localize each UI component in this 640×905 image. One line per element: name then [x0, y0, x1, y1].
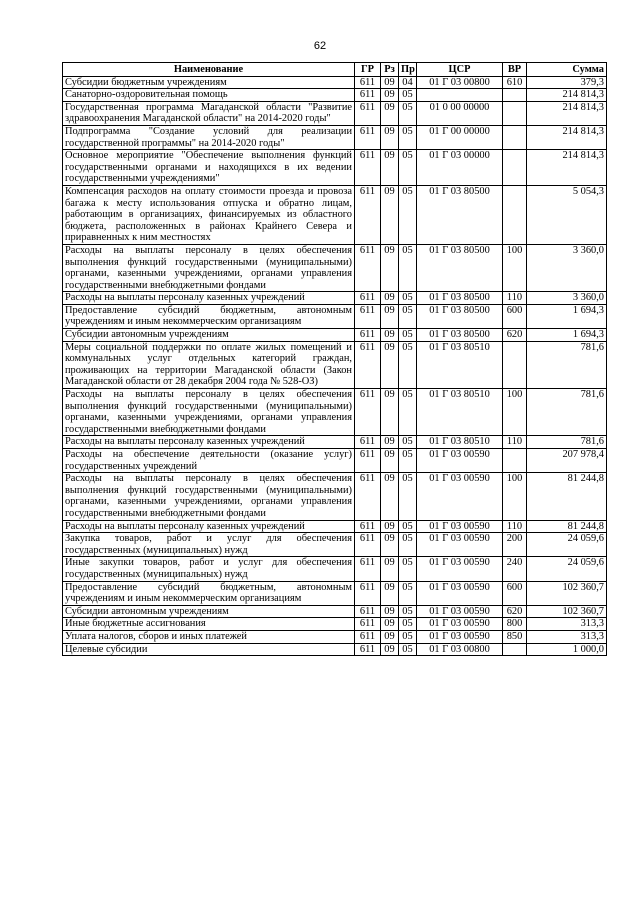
- cell-gr: 611: [355, 618, 381, 631]
- cell-csr: 01 0 00 00000: [417, 101, 503, 125]
- cell-vr: [503, 150, 527, 186]
- cell-csr: 01 Г 03 00590: [417, 449, 503, 473]
- cell-sum: 102 360,7: [527, 581, 607, 605]
- cell-sum: 102 360,7: [527, 605, 607, 618]
- cell-name: Компенсация расходов на оплату стоимости проезда и провоза багажа к месту использования отпуска и обратно лицам, работающим в организациях, финансируемых из областного бюджета, расположенных в районах Крайнего Севера и приравненных к ним местностях: [63, 185, 355, 244]
- cell-rz: 09: [381, 436, 399, 449]
- cell-sum: 1 000,0: [527, 643, 607, 656]
- cell-sum: 214 814,3: [527, 101, 607, 125]
- cell-name: Подпрограмма "Создание условий для реализации государственной программы" на 2014-2020 годы": [63, 125, 355, 149]
- cell-gr: 611: [355, 101, 381, 125]
- cell-pr: 05: [399, 304, 417, 328]
- table-row: [63, 643, 607, 656]
- cell-csr: 01 Г 03 80500: [417, 304, 503, 328]
- cell-name: Субсидии автономным учреждениям: [63, 605, 355, 618]
- cell-gr: 611: [355, 473, 381, 520]
- cell-gr: 611: [355, 292, 381, 305]
- cell-pr: 05: [399, 244, 417, 291]
- cell-pr: 05: [399, 643, 417, 656]
- cell-gr: 611: [355, 605, 381, 618]
- cell-pr: 05: [399, 630, 417, 643]
- cell-vr: [503, 643, 527, 656]
- cell-name: Расходы на выплаты персоналу казенных учреждений: [63, 520, 355, 533]
- table-row: [63, 185, 607, 244]
- cell-csr: 01 Г 00 00000: [417, 125, 503, 149]
- cell-pr: 05: [399, 101, 417, 125]
- cell-rz: 09: [381, 643, 399, 656]
- cell-vr: 200: [503, 533, 527, 557]
- cell-csr: 01 Г 03 00590: [417, 533, 503, 557]
- table-row: [63, 125, 607, 149]
- column-header-sum: Сумма: [527, 63, 607, 77]
- cell-name: Расходы на обеспечение деятельности (оказание услуг) государственных учреждений: [63, 449, 355, 473]
- cell-name: Расходы на выплаты персоналу казенных учреждений: [63, 292, 355, 305]
- cell-rz: 09: [381, 292, 399, 305]
- cell-name: Расходы на выплаты персоналу в целях обеспечения выполнения функций государственными (муниципальными) органами, казенными учреждениями, органами управления государственными внебюджетными фондами: [63, 473, 355, 520]
- cell-rz: 09: [381, 150, 399, 186]
- cell-vr: 100: [503, 244, 527, 291]
- cell-csr: 01 Г 03 80500: [417, 185, 503, 244]
- column-header-rz: Рз: [381, 63, 399, 77]
- cell-csr: 01 Г 03 80510: [417, 436, 503, 449]
- cell-gr: 611: [355, 76, 381, 89]
- cell-rz: 09: [381, 533, 399, 557]
- cell-gr: 611: [355, 244, 381, 291]
- cell-vr: 610: [503, 76, 527, 89]
- cell-rz: 09: [381, 618, 399, 631]
- cell-gr: 611: [355, 329, 381, 342]
- cell-csr: 01 Г 03 00000: [417, 150, 503, 186]
- budget-table: [62, 62, 607, 656]
- cell-name: Уплата налогов, сборов и иных платежей: [63, 630, 355, 643]
- page-number: 62: [313, 40, 327, 52]
- cell-name: Закупка товаров, работ и услуг для обеспечения государственных (муниципальных) нужд: [63, 533, 355, 557]
- cell-pr: 05: [399, 185, 417, 244]
- cell-pr: 05: [399, 292, 417, 305]
- cell-gr: 611: [355, 557, 381, 581]
- cell-pr: 05: [399, 389, 417, 436]
- table-row: [63, 292, 607, 305]
- cell-csr: 01 Г 03 80500: [417, 244, 503, 291]
- cell-pr: 04: [399, 76, 417, 89]
- cell-pr: 05: [399, 618, 417, 631]
- cell-pr: 05: [399, 125, 417, 149]
- cell-name: Государственная программа Магаданской области "Развитие здравоохранения Магаданской области" на 2014-2020 годы": [63, 101, 355, 125]
- cell-csr: 01 Г 03 00590: [417, 557, 503, 581]
- cell-csr: 01 Г 03 80500: [417, 329, 503, 342]
- column-header-csr: ЦСР: [417, 63, 503, 77]
- cell-name: Субсидии автономным учреждениям: [63, 329, 355, 342]
- cell-sum: 3 360,0: [527, 244, 607, 291]
- cell-sum: 5 054,3: [527, 185, 607, 244]
- cell-sum: 781,6: [527, 436, 607, 449]
- table-row: [63, 557, 607, 581]
- cell-csr: 01 Г 03 00590: [417, 581, 503, 605]
- cell-pr: 05: [399, 520, 417, 533]
- cell-vr: 240: [503, 557, 527, 581]
- table-header: [63, 63, 607, 77]
- cell-gr: 611: [355, 581, 381, 605]
- table-body: [63, 76, 607, 656]
- cell-rz: 09: [381, 89, 399, 102]
- cell-sum: 379,3: [527, 76, 607, 89]
- cell-pr: 05: [399, 473, 417, 520]
- cell-vr: 620: [503, 329, 527, 342]
- cell-pr: 05: [399, 533, 417, 557]
- cell-vr: 620: [503, 605, 527, 618]
- cell-rz: 09: [381, 473, 399, 520]
- cell-vr: 100: [503, 473, 527, 520]
- cell-rz: 09: [381, 389, 399, 436]
- cell-csr: 01 Г 03 00800: [417, 76, 503, 89]
- table-row: [63, 389, 607, 436]
- cell-gr: 611: [355, 389, 381, 436]
- cell-rz: 09: [381, 76, 399, 89]
- cell-name: Предоставление субсидий бюджетным, автономным учреждениям и иным некоммерческим организациям: [63, 581, 355, 605]
- cell-pr: 05: [399, 150, 417, 186]
- cell-gr: 611: [355, 520, 381, 533]
- table-row: [63, 473, 607, 520]
- cell-sum: 214 814,3: [527, 125, 607, 149]
- header-row: [63, 63, 607, 77]
- cell-vr: 110: [503, 520, 527, 533]
- cell-rz: 09: [381, 101, 399, 125]
- cell-gr: 611: [355, 533, 381, 557]
- cell-gr: 611: [355, 449, 381, 473]
- table-row: [63, 436, 607, 449]
- cell-name: Целевые субсидии: [63, 643, 355, 656]
- cell-sum: 781,6: [527, 341, 607, 388]
- cell-pr: 05: [399, 557, 417, 581]
- cell-sum: 24 059,6: [527, 557, 607, 581]
- cell-gr: 611: [355, 630, 381, 643]
- cell-sum: 313,3: [527, 618, 607, 631]
- table-row: [63, 630, 607, 643]
- column-header-name: Наименование: [63, 63, 355, 77]
- cell-gr: 611: [355, 89, 381, 102]
- cell-vr: [503, 185, 527, 244]
- table-row: [63, 76, 607, 89]
- cell-vr: 110: [503, 292, 527, 305]
- cell-vr: [503, 449, 527, 473]
- cell-vr: [503, 89, 527, 102]
- table-row: [63, 449, 607, 473]
- cell-vr: [503, 125, 527, 149]
- cell-pr: 05: [399, 89, 417, 102]
- column-header-pr: Пр: [399, 63, 417, 77]
- cell-csr: 01 Г 03 80500: [417, 292, 503, 305]
- cell-csr: 01 Г 03 00590: [417, 630, 503, 643]
- cell-rz: 09: [381, 581, 399, 605]
- cell-rz: 09: [381, 185, 399, 244]
- cell-vr: [503, 101, 527, 125]
- table-row: [63, 101, 607, 125]
- cell-name: Расходы на выплаты персоналу в целях обеспечения выполнения функций государственными (муниципальными) органами, казенными учреждениями, органами управления государственными внебюджетными фондами: [63, 244, 355, 291]
- cell-pr: 05: [399, 341, 417, 388]
- cell-gr: 611: [355, 150, 381, 186]
- table-row: [63, 89, 607, 102]
- cell-sum: 214 814,3: [527, 150, 607, 186]
- cell-sum: 781,6: [527, 389, 607, 436]
- cell-name: Меры социальной поддержки по оплате жилых помещений и коммунальных услуг отдельных категорий граждан, проживающих на территории Магаданской области (Закон Магаданской области от 28 декабря 2004 года № 528-ОЗ): [63, 341, 355, 388]
- cell-rz: 09: [381, 449, 399, 473]
- cell-pr: 05: [399, 605, 417, 618]
- column-header-gr: ГР: [355, 63, 381, 77]
- table-row: [63, 618, 607, 631]
- cell-sum: 214 814,3: [527, 89, 607, 102]
- table-row: [63, 150, 607, 186]
- cell-name: Иные бюджетные ассигнования: [63, 618, 355, 631]
- cell-csr: 01 Г 03 80510: [417, 341, 503, 388]
- cell-gr: 611: [355, 125, 381, 149]
- cell-sum: 3 360,0: [527, 292, 607, 305]
- cell-rz: 09: [381, 605, 399, 618]
- cell-rz: 09: [381, 329, 399, 342]
- cell-gr: 611: [355, 643, 381, 656]
- cell-rz: 09: [381, 125, 399, 149]
- cell-csr: [417, 89, 503, 102]
- cell-pr: 05: [399, 449, 417, 473]
- table-row: [63, 304, 607, 328]
- cell-rz: 09: [381, 244, 399, 291]
- cell-name: Предоставление субсидий бюджетным, автономным учреждениям и иным некоммерческим организациям: [63, 304, 355, 328]
- cell-name: Санаторно-оздоровительная помощь: [63, 89, 355, 102]
- cell-rz: 09: [381, 304, 399, 328]
- cell-sum: 1 694,3: [527, 329, 607, 342]
- column-header-vr: ВР: [503, 63, 527, 77]
- cell-csr: 01 Г 03 00590: [417, 473, 503, 520]
- cell-csr: 01 Г 03 00590: [417, 605, 503, 618]
- cell-sum: 1 694,3: [527, 304, 607, 328]
- cell-pr: 05: [399, 581, 417, 605]
- cell-sum: 313,3: [527, 630, 607, 643]
- cell-name: Иные закупки товаров, работ и услуг для обеспечения государственных (муниципальных) нужд: [63, 557, 355, 581]
- cell-csr: 01 Г 03 00800: [417, 643, 503, 656]
- cell-pr: 05: [399, 436, 417, 449]
- cell-vr: 110: [503, 436, 527, 449]
- cell-csr: 01 Г 03 80510: [417, 389, 503, 436]
- cell-vr: [503, 341, 527, 388]
- cell-vr: 800: [503, 618, 527, 631]
- cell-sum: 81 244,8: [527, 473, 607, 520]
- table-row: [63, 244, 607, 291]
- cell-sum: 24 059,6: [527, 533, 607, 557]
- cell-rz: 09: [381, 630, 399, 643]
- cell-pr: 05: [399, 329, 417, 342]
- cell-vr: 100: [503, 389, 527, 436]
- cell-csr: 01 Г 03 00590: [417, 618, 503, 631]
- table-row: [63, 520, 607, 533]
- cell-sum: 81 244,8: [527, 520, 607, 533]
- cell-rz: 09: [381, 341, 399, 388]
- table-row: [63, 581, 607, 605]
- table-row: [63, 533, 607, 557]
- cell-gr: 611: [355, 185, 381, 244]
- cell-gr: 611: [355, 304, 381, 328]
- table-row: [63, 605, 607, 618]
- cell-rz: 09: [381, 557, 399, 581]
- cell-gr: 611: [355, 436, 381, 449]
- cell-rz: 09: [381, 520, 399, 533]
- cell-vr: 850: [503, 630, 527, 643]
- cell-vr: 600: [503, 304, 527, 328]
- cell-name: Субсидии бюджетным учреждениям: [63, 76, 355, 89]
- cell-csr: 01 Г 03 00590: [417, 520, 503, 533]
- cell-name: Расходы на выплаты персоналу казенных учреждений: [63, 436, 355, 449]
- table-row: [63, 341, 607, 388]
- cell-sum: 207 978,4: [527, 449, 607, 473]
- cell-name: Основное мероприятие "Обеспечение выполнения функций государственными органами и находящихся в их ведении государственными учреждениями": [63, 150, 355, 186]
- cell-name: Расходы на выплаты персоналу в целях обеспечения выполнения функций государственными (муниципальными) органами, казенными учреждениями, органами управления государственными внебюджетными фондами: [63, 389, 355, 436]
- cell-gr: 611: [355, 341, 381, 388]
- cell-vr: 600: [503, 581, 527, 605]
- table-row: [63, 329, 607, 342]
